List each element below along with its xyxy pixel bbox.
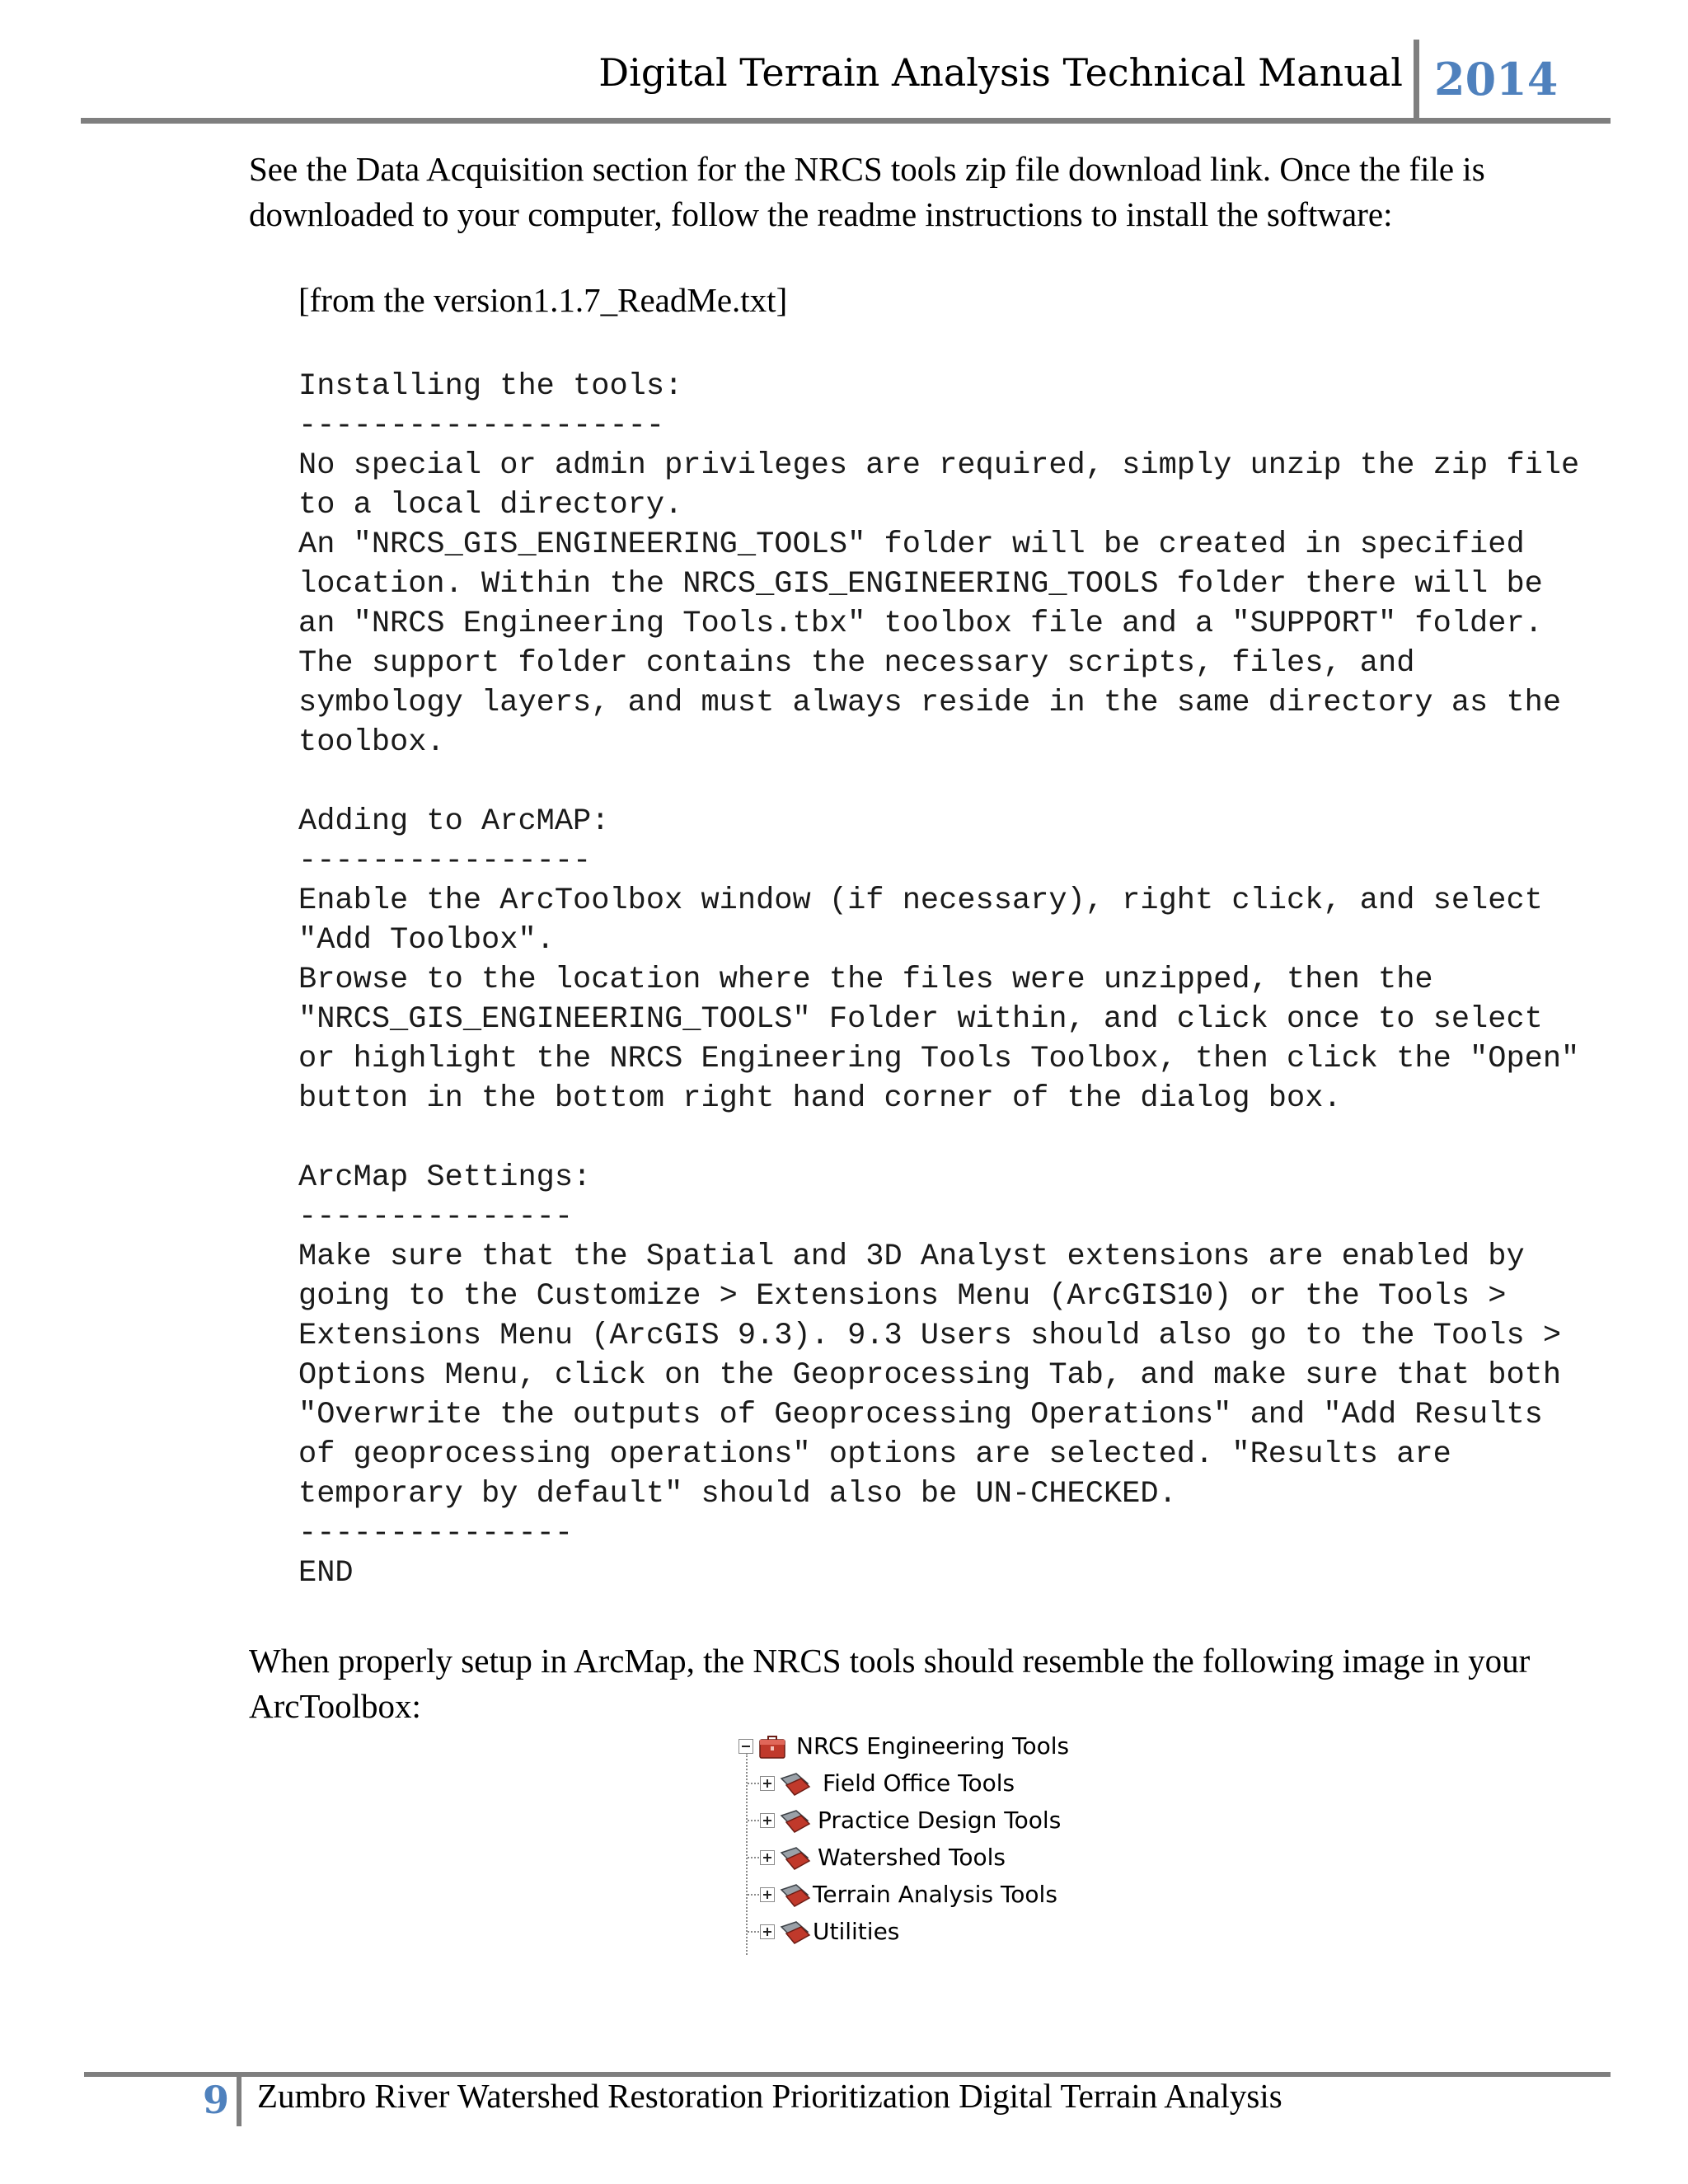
tree-item-label: Utilities xyxy=(813,1918,900,1945)
readme-line: going to the Customize > Extensions Menu (ArcGIS10) or the Tools > xyxy=(298,1279,1507,1314)
toolset-icon xyxy=(778,1880,811,1910)
readme-line: ArcMap Settings: xyxy=(298,1160,592,1195)
expand-icon[interactable] xyxy=(760,1813,775,1828)
readme-line xyxy=(298,1118,1579,1158)
readme-line: Browse to the location where the files were unzipped, then the xyxy=(298,963,1433,997)
toolset-icon xyxy=(778,1769,811,1798)
readme-line: --------------- xyxy=(298,1200,574,1235)
readme-line: No special or admin privileges are required, simply unzip the zip file xyxy=(298,448,1580,483)
header-divider xyxy=(1414,40,1419,120)
header-title: Digital Terrain Analysis Technical Manual xyxy=(598,50,1403,95)
toolset-icon xyxy=(778,1917,811,1947)
page-header xyxy=(0,0,1688,132)
expand-icon[interactable] xyxy=(760,1850,775,1865)
readme-line: Installing the tools: xyxy=(298,369,683,404)
readme-line: to a local directory. xyxy=(298,488,683,523)
readme-excerpt xyxy=(298,367,1579,1593)
readme-line: END xyxy=(298,1556,354,1591)
readme-line: Extensions Menu (ArcGIS 9.3). 9.3 Users should also go to the Tools > xyxy=(298,1319,1562,1353)
readme-line: symbology layers, and must always reside in the same directory as the xyxy=(298,686,1562,720)
outro-paragraph: When properly setup in ArcMap, the NRCS tools should resemble the following image in your ArcToolbox: xyxy=(249,1642,1531,1725)
readme-line: --------------- xyxy=(298,1516,574,1551)
readme-line: location. Within the NRCS_GIS_ENGINEERING_TOOLS folder there will be xyxy=(298,567,1543,602)
tree-item-label: NRCS Engineering Tools xyxy=(796,1732,1070,1760)
readme-source-note: [from the version1.1.7_ReadMe.txt] xyxy=(298,281,788,319)
tree-item-label: Terrain Analysis Tools xyxy=(813,1881,1057,1908)
expand-icon[interactable] xyxy=(760,1887,775,1902)
readme-line: Make sure that the Spatial and 3D Analyst extensions are enabled by xyxy=(298,1240,1525,1274)
footer-divider xyxy=(237,2074,241,2126)
tree-item-field-office-tools[interactable] xyxy=(760,1767,1015,1800)
header-year: 2014 xyxy=(1434,53,1559,105)
readme-line: an "NRCS Engineering Tools.tbx" toolbox file and a "SUPPORT" folder. xyxy=(298,607,1543,641)
tree-item-nrcs-engineering-tools[interactable] xyxy=(738,1730,1069,1763)
readme-line: Enable the ArcToolbox window (if necessary), right click, and select xyxy=(298,883,1543,918)
tree-item-terrain-analysis-tools[interactable] xyxy=(760,1878,1057,1911)
intro-paragraph: See the Data Acquisition section for the NRCS tools zip file download link. Once the file is downloaded to your computer, follow the readme instructions to install the software: xyxy=(249,150,1485,233)
readme-line: Options Menu, click on the Geoprocessing Tab, and make sure that both xyxy=(298,1358,1562,1393)
readme-line: "Overwrite the outputs of Geoprocessing Operations" and "Add Results xyxy=(298,1398,1543,1432)
tree-item-utilities[interactable] xyxy=(760,1915,899,1948)
expand-icon[interactable] xyxy=(760,1924,775,1939)
tree-item-practice-design-tools[interactable] xyxy=(760,1804,1061,1837)
collapse-icon[interactable] xyxy=(738,1739,753,1754)
readme-line: "Add Toolbox". xyxy=(298,923,555,958)
readme-line xyxy=(298,762,1579,802)
readme-line: -------------------- xyxy=(298,409,665,443)
toolset-icon xyxy=(778,1806,811,1835)
tree-item-label: Watershed Tools xyxy=(818,1844,1006,1871)
header-rule xyxy=(81,118,1611,124)
expand-icon[interactable] xyxy=(760,1776,775,1791)
footer-text: Zumbro River Watershed Restoration Prioritization Digital Terrain Analysis xyxy=(257,2077,1282,2115)
readme-line: The support folder contains the necessary scripts, files, and xyxy=(298,646,1415,681)
readme-line: or highlight the NRCS Engineering Tools Toolbox, then click the "Open" xyxy=(298,1042,1580,1076)
readme-line: An "NRCS_GIS_ENGINEERING_TOOLS" folder will be created in specified xyxy=(298,527,1525,562)
tree-item-label: Field Office Tools xyxy=(823,1769,1015,1797)
readme-line: button in the bottom right hand corner of the dialog box. xyxy=(298,1081,1342,1116)
arctoolbox-tree xyxy=(729,1728,1109,1955)
toolset-icon xyxy=(778,1843,811,1872)
tree-item-label: Practice Design Tools xyxy=(818,1807,1062,1834)
readme-line: Adding to ArcMAP: xyxy=(298,804,610,839)
readme-line: ---------------- xyxy=(298,844,592,879)
readme-line: temporary by default" should also be UN-CHECKED. xyxy=(298,1477,1177,1511)
readme-line: "NRCS_GIS_ENGINEERING_TOOLS" Folder within, and click once to select xyxy=(298,1002,1543,1037)
page-number: 9 xyxy=(203,2078,230,2122)
readme-line: of geoprocessing operations" options are selected. "Results are xyxy=(298,1437,1451,1472)
tree-item-watershed-tools[interactable] xyxy=(760,1841,1006,1874)
readme-line: toolbox. xyxy=(298,725,445,760)
toolbox-icon xyxy=(757,1732,790,1761)
